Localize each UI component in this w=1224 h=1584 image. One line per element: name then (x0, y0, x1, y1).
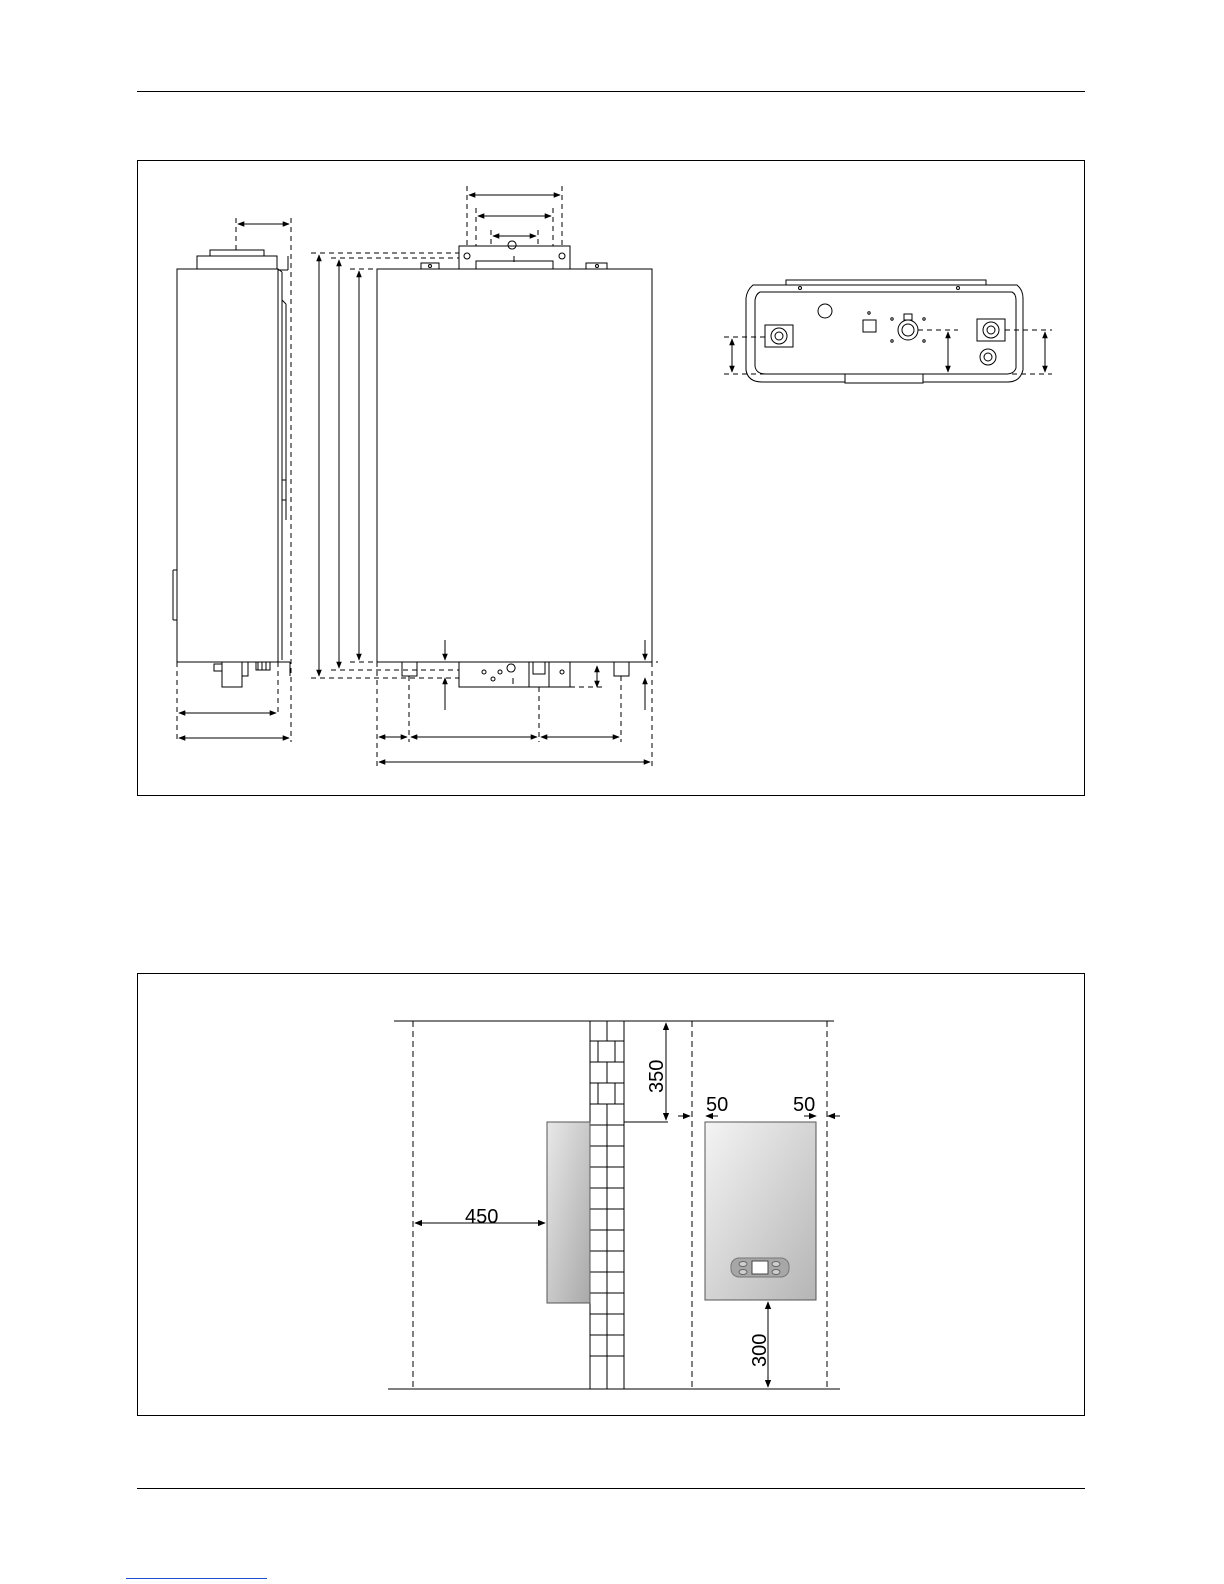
boiler-side-view (547, 1122, 590, 1303)
brick-wall (590, 1021, 624, 1389)
top-clearance-label: 350 (646, 1059, 668, 1093)
boiler-display (752, 1261, 768, 1274)
front-clearance-label: 450 (465, 1206, 499, 1228)
footer-link-underline[interactable] (126, 1578, 267, 1579)
bottom-clearance-label: 300 (749, 1333, 771, 1367)
bottom-rule (137, 1488, 1085, 1489)
left-side-clearance-label: 50 (706, 1094, 729, 1116)
right-side-clearance-label: 50 (793, 1094, 816, 1116)
